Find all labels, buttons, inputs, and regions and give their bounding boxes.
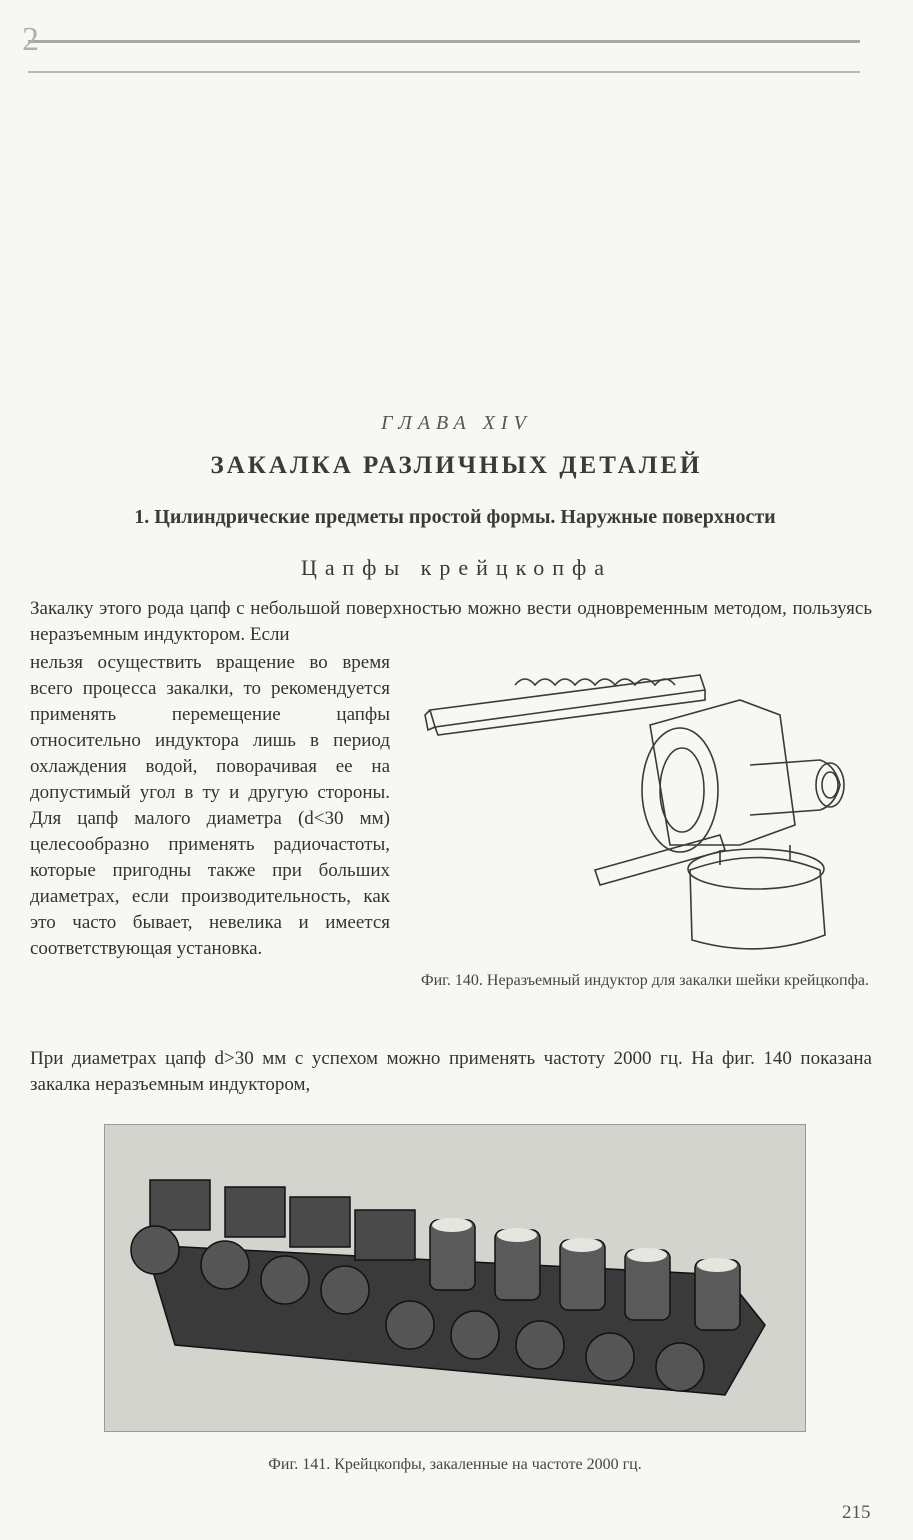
subsection-title: Цапфы крейцкопфа [300, 555, 613, 580]
inductor-drawing [420, 655, 870, 965]
chapter-title: ЗАКАЛКА РАЗЛИЧНЫХ ДЕТАЛЕЙ [210, 452, 703, 479]
crosshead-photo [104, 1124, 806, 1432]
figure-140-caption: Фиг. 140. Неразъемный индуктор для закалки шейки крейцкопфа. [420, 972, 870, 989]
chapter-label: ГЛАВА XIV [381, 412, 532, 434]
paragraph-last: При диаметрах цапф d>30 мм с успехом можно применять частоту 2000 гц. На фиг. 140 показана закалка неразъемным индуктором, [30, 1048, 872, 1095]
header-rule [22, 21, 860, 73]
corner-mark: 2 [22, 21, 39, 58]
section-title: 1. Цилиндрические предметы простой формы. Наружные поверхности [134, 506, 776, 528]
figure-141-caption: Фиг. 141. Крейцкопфы, закаленные на частоте 2000 гц. [268, 1456, 642, 1473]
paragraph-intro: Закалку этого рода цапф с небольшой поверхностью можно вести одновременным методом, пользуясь неразъемным индуктором. Если [30, 598, 872, 645]
page-number: 215 [842, 1502, 871, 1523]
paragraph-wrapped: нельзя осуществить вращение во время всего процесса закалки, то рекомендуется применять перемещение цапфы относительно индуктора лишь в период охлаждения водой, поворачивая ее на допустимый угол в ту и другую стороны. Для цапф малого диаметра (d<30 мм) целесообразно применять радиочастоты, которые пригодны также при больших диаметрах, если производительность, как это часто бывает, невелика и имеется соответствующая установка. [30, 652, 390, 959]
